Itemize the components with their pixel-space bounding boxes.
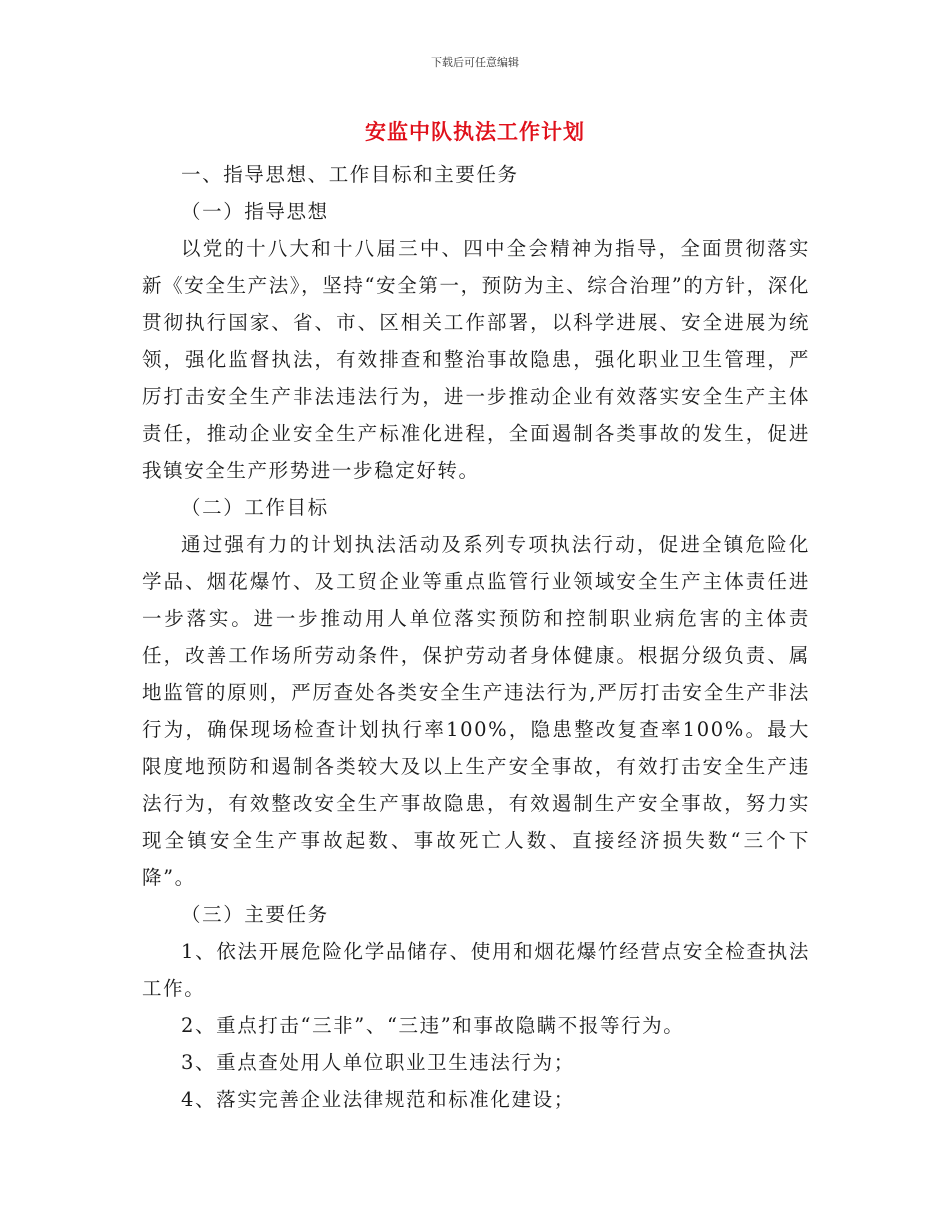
- document-body: [142, 156, 810, 1118]
- paragraph-work-goals: 通过强有力的计划执法活动及系列专项执法行动，促进全镇危险化学品、烟花爆竹、及工贸企业等重点监管行业领域安全生产主体责任进一步落实。进一步推动用人单位落实预防和控制职业病危害的主体责任，改善工作场所劳动条件，保护劳动者身体健康。根据分级负责、属地监管的原则，严厉查处各类安全生产违法行为,严厉打击安全生产非法行为，确保现场检查计划执行率100%，隐患整改复查率100%。最大限度地预防和遏制各类较大及以上生产安全事故，有效打击安全生产违法行为，有效整改安全生产事故隐患，有效遏制生产安全事故，努力实现全镇安全生产事故起数、事故死亡人数、直接经济损失数“三个下降”。: [142, 533, 810, 889]
- header-note: 下载后可任意编辑: [431, 56, 519, 69]
- task-item-2: 2、重点打击“三非”、“三违”和事故隐瞒不报等行为。: [181, 1014, 685, 1037]
- task-item-1: 1、依法开展危险化学品储存、使用和烟花爆竹经营点安全检查执法工作。: [142, 940, 810, 1000]
- subsection-heading-work-goals: （二）工作目标: [181, 496, 329, 519]
- document-title: 安监中队执法工作计划: [365, 119, 585, 144]
- subsection-heading-guiding-ideology: （一）指导思想: [181, 200, 329, 223]
- subsection-heading-main-tasks: （三）主要任务: [181, 903, 329, 926]
- task-item-3: 3、重点查处用人单位职业卫生违法行为；: [181, 1051, 575, 1074]
- paragraph-guiding-ideology: 以党的十八大和十八届三中、四中全会精神为指导，全面贯彻落实新《安全生产法》，坚持“安全第一，预防为主、综合治理”的方针，深化贯彻执行国家、省、市、区相关工作部署，以科学进展、安全进展为统领，强化监督执法，有效排查和整治事故隐患，强化职业卫生管理，严厉打击安全生产非法违法行为，进一步推动企业有效落实安全生产主体责任，推动企业安全生产标准化进程，全面遏制各类事故的发生，促进我镇安全生产形势进一步稳定好转。: [142, 237, 810, 482]
- section-heading: 一、指导思想、工作目标和主要任务: [181, 163, 519, 186]
- task-item-4: 4、落实完善企业法律规范和标准化建设；: [181, 1088, 575, 1111]
